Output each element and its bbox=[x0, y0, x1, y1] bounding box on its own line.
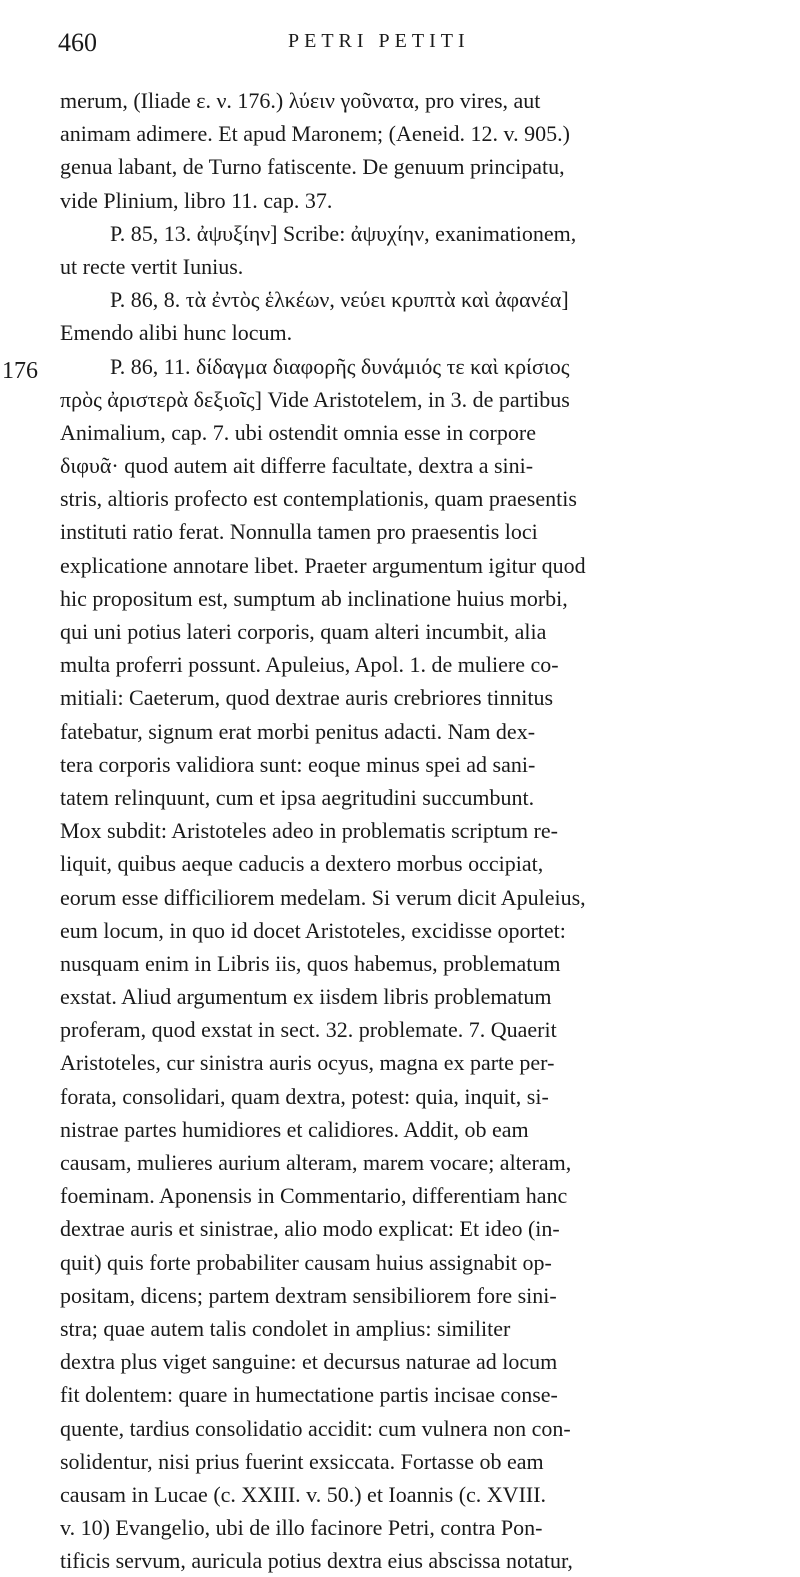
text-line: exstat. Aliud argumentum ex iisdem libris problematum bbox=[60, 984, 552, 1010]
text-line: stra; quae autem talis condolet in amplius: similiter bbox=[60, 1315, 511, 1341]
text-line: nusquam enim in Libris iis, quos habemus, problematum bbox=[60, 950, 561, 976]
text-line: P. 86, 8. τὰ ἐντὸς ἑλκέων, νεύει κρυπτὰ καὶ ἀφανέα] bbox=[110, 287, 569, 313]
text-line: P. 86, 11. δίδαγμα διαφορῆς δυνάμιός τε καὶ κρίσιος bbox=[110, 353, 570, 379]
text-line: fatebatur, signum erat morbi penitus adacti. Nam dex- bbox=[60, 718, 536, 744]
text-line: v. 10) Evangelio, ubi de illo facinore Petri, contra Pon- bbox=[60, 1515, 543, 1541]
text-line: fit dolentem: quare in humectatione partis incisae conse- bbox=[60, 1382, 558, 1408]
text-line: quente, tardius consolidatio accidit: cum vulnera non con- bbox=[60, 1415, 571, 1441]
text-line: dextra plus viget sanguine: et decursus naturae ad locum bbox=[60, 1349, 558, 1375]
text-line: positam, dicens; partem dextram sensibiliorem fore sini- bbox=[60, 1282, 557, 1308]
text-line: vide Plinium, libro 11. cap. 37. bbox=[60, 187, 333, 213]
text-line: dextrae auris et sinistrae, alio modo explicat: Et ideo (in- bbox=[60, 1216, 560, 1242]
text-line: nistrae partes humidiores et calidiores. Addit, ob eam bbox=[60, 1116, 529, 1142]
text-line: solidentur, nisi prius fuerint exsiccata. Fortasse ob eam bbox=[60, 1448, 544, 1474]
text-line: causam in Lucae (c. XXIII. v. 50.) et Ioannis (c. XVIII. bbox=[60, 1481, 547, 1507]
text-line: multa proferri possunt. Apuleius, Apol. 1. de muliere co- bbox=[60, 652, 559, 678]
running-title: PETRI PETITI bbox=[288, 30, 470, 52]
text-line: liquit, quibus aeque caducis a dextero morbus occipiat, bbox=[60, 851, 544, 877]
text-line: Mox subdit: Aristoteles adeo in problematis scriptum re- bbox=[60, 818, 558, 844]
text-line: causam, mulieres aurium alteram, marem vocare; alteram, bbox=[60, 1150, 572, 1175]
text-line: πρὸς ἀριστερὰ δεξιοῖς] Vide Aristotelem, in 3. de partibus bbox=[60, 386, 570, 412]
text-line: tatem relinquunt, cum et ipsa aegritudini succumbunt. bbox=[60, 784, 535, 810]
text-line: Aristoteles, cur sinistra auris ocyus, magna ex parte per- bbox=[60, 1050, 555, 1076]
text-line: Animalium, cap. 7. ubi ostendit omnia esse in corpore bbox=[60, 419, 536, 445]
text-line: eorum esse difficiliorem medelam. Si verum dicit Apuleius, bbox=[60, 884, 586, 910]
text-line: mitiali: Caeterum, quod dextrae auris crebriores tinnitus bbox=[60, 685, 554, 711]
text-line: tera corporis validiora sunt: eoque minus spei ad sani- bbox=[60, 751, 536, 777]
text-line: genua labant, de Turno fatiscente. De genuum principatu, bbox=[60, 154, 565, 180]
text-line: P. 85, 13. ἀψυξίην] Scribe: ἀψυχίην, exanimationem, bbox=[110, 220, 577, 246]
text-line: διφυᾶ· quod autem ait differre facultate, dextra a sini- bbox=[60, 453, 534, 479]
text-line: instituti ratio ferat. Nonnulla tamen pro praesentis loci bbox=[60, 519, 538, 545]
margin-reference-number: 176 bbox=[2, 358, 38, 384]
body-text bbox=[60, 84, 740, 1577]
text-line: merum, (Iliade ε. ν. 176.) λύειν γοῦνατα, pro vires, aut bbox=[60, 88, 541, 113]
text-line: forata, consolidari, quam dextra, potest: quia, inquit, si- bbox=[60, 1083, 549, 1109]
page-header bbox=[0, 18, 800, 58]
text-line: tificis servum, auricula potius dextra eius abscissa notatur, bbox=[60, 1548, 573, 1574]
page-number: 460 bbox=[58, 28, 97, 57]
text-line: ut recte vertit Iunius. bbox=[60, 253, 244, 279]
text-line: hic propositum est, sumptum ab inclinatione huius morbi, bbox=[60, 585, 568, 611]
text-line: stris, altioris profecto est contemplationis, quam praesentis bbox=[60, 486, 577, 512]
text-line: explicatione annotare libet. Praeter argumentum igitur quod bbox=[60, 552, 586, 578]
text-line: proferam, quod exstat in sect. 32. problemate. 7. Quaerit bbox=[60, 1017, 557, 1043]
text-line: foeminam. Aponensis in Commentario, differentiam hanc bbox=[60, 1183, 568, 1209]
text-line: qui uni potius lateri corporis, quam alteri incumbit, alia bbox=[60, 619, 547, 644]
text-line: eum locum, in quo id docet Aristoteles, excidisse oportet: bbox=[60, 917, 566, 943]
text-line: animam adimere. Et apud Maronem; (Aeneid. 12. v. 905.) bbox=[60, 121, 570, 147]
text-line: Emendo alibi hunc locum. bbox=[60, 320, 293, 346]
text-line: quit) quis forte probabiliter causam huius assignabit op- bbox=[60, 1249, 552, 1275]
